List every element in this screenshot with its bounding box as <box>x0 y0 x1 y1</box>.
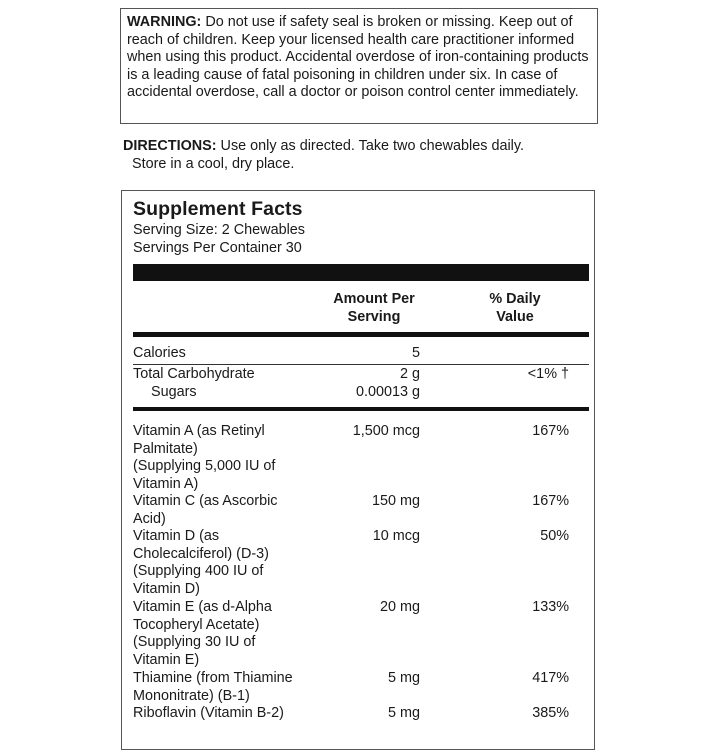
thin-rule <box>133 364 589 365</box>
nutrient-label <box>133 423 318 493</box>
column-header-amount-line2: Serving <box>347 309 401 325</box>
nutrient-amount: 5 mg <box>388 705 420 721</box>
nutrient-amount: 1,500 mcg <box>352 423 420 439</box>
nutrient-daily-value: 167% <box>532 493 569 509</box>
nutrient-amount: 20 mg <box>380 599 420 615</box>
nutrient-label <box>133 528 318 598</box>
nutrient-label-line: Vitamin C (as Ascorbic <box>133 493 278 509</box>
column-header-dv-line1: % Daily <box>489 291 541 307</box>
nutrient-label <box>133 599 318 669</box>
warning-box <box>120 8 598 124</box>
nutrient-label-line: (Supplying 400 IU of <box>133 563 264 580</box>
nutrient-label-line: Tocopheryl Acetate) <box>133 616 260 633</box>
nutrient-label-line: Vitamin A (as Retinyl <box>133 423 265 439</box>
nutrient-label-line: Mononitrate) (B-1) <box>133 687 250 704</box>
column-header-daily-value <box>462 290 568 326</box>
nutrient-label-line: (Supplying 30 IU of <box>133 634 256 651</box>
column-header-dv-line2: Value <box>496 309 534 325</box>
nutrient-label-line: Vitamin D) <box>133 580 200 597</box>
nutrient-label-line: Riboflavin (Vitamin B-2) <box>133 705 284 721</box>
nutrient-label-line: Palmitate) <box>133 440 198 457</box>
nutrient-daily-value: 385% <box>532 705 569 721</box>
directions-text-line2: Store in a cool, dry place. <box>132 156 295 172</box>
nutrient-label <box>133 493 318 528</box>
column-header-amount <box>317 290 431 326</box>
directions <box>123 137 603 173</box>
nutrient-daily-value: 133% <box>532 599 569 615</box>
warning-text: Do not use if safety seal is broken or missing. Keep out of reach of children. Keep your licensed health care practitioner informed when using this product. Accidental overdose of iron-containing products is a leading cause of fatal poisoning in children under six. In case of accidental overdose, call a doctor or poison control center immediately. <box>127 14 589 101</box>
directions-label: DIRECTIONS: <box>123 138 217 154</box>
nutrient-label-line: Vitamin D (as <box>133 528 220 544</box>
directions-text-line1: Use only as directed. Take two chewables daily. <box>216 138 524 154</box>
nutrient-daily-value: 50% <box>540 528 569 544</box>
sugars-amount: 0.00013 g <box>355 384 420 400</box>
sugars-label: Sugars <box>151 384 197 400</box>
supplement-facts-title: Supplement Facts <box>133 198 303 220</box>
nutrient-label-line: Acid) <box>133 510 166 527</box>
nutrient-label-line: Vitamin E (as d-Alpha <box>133 599 272 615</box>
nutrient-daily-value: 417% <box>532 670 569 686</box>
nutrient-amount: 10 mcg <box>372 528 420 544</box>
thick-rule-top <box>133 264 589 281</box>
nutrient-amount: 150 mg <box>372 493 420 509</box>
nutrient-label-line: Vitamin E) <box>133 651 200 668</box>
column-header-amount-line1: Amount Per <box>333 291 415 307</box>
carb-label: Total Carbohydrate <box>133 366 255 382</box>
nutrient-label-line: Thiamine (from Thiamine <box>133 670 293 686</box>
calories-label: Calories <box>133 345 186 361</box>
nutrient-label-line: Cholecalciferol) (D-3) <box>133 545 269 562</box>
supplement-facts-panel <box>121 190 595 750</box>
nutrient-label <box>133 670 318 705</box>
calories-amount: 5 <box>411 345 420 361</box>
nutrient-label-line: (Supplying 5,000 IU of <box>133 458 276 475</box>
serving-size: Serving Size: 2 Chewables <box>133 222 305 238</box>
servings-per-container: Servings Per Container 30 <box>133 240 302 256</box>
nutrient-daily-value: 167% <box>532 423 569 439</box>
nutrient-label-line: Vitamin A) <box>133 475 199 492</box>
nutrient-amount: 5 mg <box>388 670 420 686</box>
thick-rule-nutrients <box>133 407 589 411</box>
warning-label: WARNING: <box>127 14 202 30</box>
thick-rule-header <box>133 332 589 337</box>
carb-daily-value: <1% † <box>527 366 569 382</box>
carb-amount: 2 g <box>399 366 420 382</box>
